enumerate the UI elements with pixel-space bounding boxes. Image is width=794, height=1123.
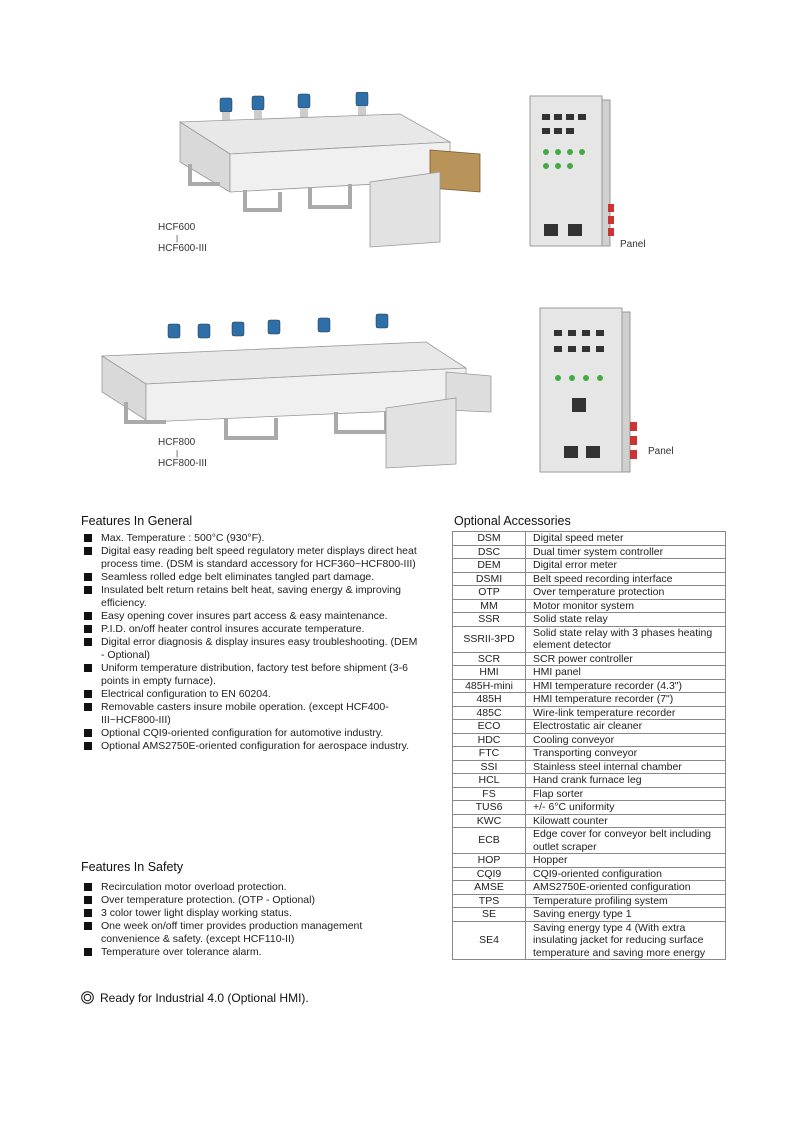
accessory-description: CQI9-oriented configuration xyxy=(526,867,726,881)
accessory-row xyxy=(453,733,726,747)
feature-text: 3 color tower light display working status. xyxy=(101,907,292,919)
accessory-code: FS xyxy=(453,787,526,801)
accessory-code: SE xyxy=(453,908,526,922)
accessory-description: Transporting conveyor xyxy=(526,747,726,761)
square-bullet-icon xyxy=(84,896,92,904)
feature-item xyxy=(81,688,421,701)
accessory-description: Kilowatt counter xyxy=(526,814,726,828)
feature-text: One week on/off timer provides production management convenience & safety. (except HCF110-II) xyxy=(101,920,363,945)
accessory-description: Motor monitor system xyxy=(526,599,726,613)
accessory-row xyxy=(453,867,726,881)
model-top-label: HCF800 xyxy=(158,437,196,448)
accessory-code: DSM xyxy=(453,532,526,546)
accessory-code: ECB xyxy=(453,828,526,854)
accessory-row xyxy=(453,908,726,922)
square-bullet-icon xyxy=(84,948,92,956)
square-bullet-icon xyxy=(84,625,92,633)
accessory-code: ECO xyxy=(453,720,526,734)
square-bullet-icon xyxy=(84,612,92,620)
feature-item xyxy=(81,545,421,571)
feature-item xyxy=(81,920,421,946)
accessory-code: MM xyxy=(453,599,526,613)
model-bottom-label: HCF600-III xyxy=(158,243,207,254)
accessory-description: +/- 6°C uniformity xyxy=(526,801,726,815)
features-safety-title: Features In Safety xyxy=(81,860,184,874)
square-bullet-icon xyxy=(84,638,92,646)
feature-text: Max. Temperature : 500°C (930°F). xyxy=(101,532,265,544)
accessory-description: Saving energy type 1 xyxy=(526,908,726,922)
feature-item xyxy=(81,532,421,545)
feature-text: Digital easy reading belt speed regulatory meter displays direct heat process time. (DSM is standard accessory for HCF360~HCF800-III) xyxy=(101,545,417,570)
accessory-row xyxy=(453,854,726,868)
accessory-description: Hopper xyxy=(526,854,726,868)
panel-label: Panel xyxy=(648,446,674,457)
hcf800-control-panel-image xyxy=(538,306,640,478)
feature-item xyxy=(81,584,421,610)
accessory-description: Digital speed meter xyxy=(526,532,726,546)
accessory-code: HOP xyxy=(453,854,526,868)
accessory-description: Wire-link temperature recorder xyxy=(526,706,726,720)
feature-text: Electrical configuration to EN 60204. xyxy=(101,688,271,700)
square-bullet-icon xyxy=(84,883,92,891)
accessories-title: Optional Accessories xyxy=(454,514,571,528)
model-top-label: HCF600 xyxy=(158,222,196,233)
accessory-row xyxy=(453,921,726,960)
feature-text: Removable casters insure mobile operation. (except HCF400-III~HCF800-III) xyxy=(101,701,389,726)
feature-text: Optional CQI9-oriented configuration for automotive industry. xyxy=(101,727,384,739)
feature-item xyxy=(81,571,421,584)
accessory-row xyxy=(453,760,726,774)
industry-4-text: Ready for Industrial 4.0 (Optional HMI). xyxy=(100,991,309,1005)
hcf800-furnace-image xyxy=(96,312,496,472)
feature-text: Over temperature protection. (OTP - Optional) xyxy=(101,894,315,906)
accessory-description: Over temperature protection xyxy=(526,586,726,600)
accessory-description: HMI temperature recorder (7") xyxy=(526,693,726,707)
accessory-row xyxy=(453,747,726,761)
square-bullet-icon xyxy=(84,547,92,555)
accessory-code: TPS xyxy=(453,894,526,908)
accessory-code: CQI9 xyxy=(453,867,526,881)
accessory-code: TUS6 xyxy=(453,801,526,815)
accessory-code: HMI xyxy=(453,666,526,680)
square-bullet-icon xyxy=(84,573,92,581)
accessory-description: Stainless steel internal chamber xyxy=(526,760,726,774)
square-bullet-icon xyxy=(84,534,92,542)
feature-text: Insulated belt return retains belt heat, saving energy & improving efficiency. xyxy=(101,584,402,609)
square-bullet-icon xyxy=(84,664,92,672)
accessory-row xyxy=(453,586,726,600)
industry-4-note xyxy=(81,991,309,1005)
accessory-code: 485C xyxy=(453,706,526,720)
accessory-row xyxy=(453,814,726,828)
accessory-row xyxy=(453,801,726,815)
feature-item xyxy=(81,740,421,753)
feature-item xyxy=(81,946,421,959)
accessory-description: Belt speed recording interface xyxy=(526,572,726,586)
accessory-code: OTP xyxy=(453,586,526,600)
model-bottom-label: HCF800-III xyxy=(158,458,207,469)
accessory-row xyxy=(453,559,726,573)
accessory-description: Flap sorter xyxy=(526,787,726,801)
square-bullet-icon xyxy=(84,922,92,930)
feature-text: Digital error diagnosis & display insures easy troubleshooting. (DEM - Optional) xyxy=(101,636,418,661)
accessory-row xyxy=(453,706,726,720)
accessory-code: DSMI xyxy=(453,572,526,586)
accessory-code: SSRII-3PD xyxy=(453,626,526,652)
accessory-row xyxy=(453,572,726,586)
accessory-code: DSC xyxy=(453,545,526,559)
feature-item xyxy=(81,623,421,636)
feature-text: Easy opening cover insures part access & easy maintenance. xyxy=(101,610,388,622)
accessory-row xyxy=(453,881,726,895)
hcf600-model-caption xyxy=(158,222,207,255)
model-separator: | xyxy=(176,234,179,243)
accessory-description: Temperature profiling system xyxy=(526,894,726,908)
accessory-row xyxy=(453,894,726,908)
feature-item xyxy=(81,881,421,894)
features-general-list xyxy=(81,532,421,753)
feature-item xyxy=(81,662,421,688)
accessory-description: SCR power controller xyxy=(526,652,726,666)
feature-text: P.I.D. on/off heater control insures accurate temperature. xyxy=(101,623,365,635)
features-safety-list xyxy=(81,881,421,959)
square-bullet-icon xyxy=(84,909,92,917)
accessory-row xyxy=(453,828,726,854)
accessory-code: SSI xyxy=(453,760,526,774)
accessory-description: Electrostatic air cleaner xyxy=(526,720,726,734)
accessory-description: HMI panel xyxy=(526,666,726,680)
accessory-description: HMI temperature recorder (4.3") xyxy=(526,679,726,693)
square-bullet-icon xyxy=(84,729,92,737)
accessory-row xyxy=(453,693,726,707)
accessory-row xyxy=(453,774,726,788)
accessory-code: KWC xyxy=(453,814,526,828)
square-bullet-icon xyxy=(84,690,92,698)
feature-text: Uniform temperature distribution, factory test before shipment (3-6 points in empty furnace). xyxy=(101,662,408,687)
accessory-row xyxy=(453,545,726,559)
accessory-description: AMS2750E-oriented configuration xyxy=(526,881,726,895)
feature-item xyxy=(81,907,421,920)
accessory-code: SSR xyxy=(453,613,526,627)
feature-text: Recirculation motor overload protection. xyxy=(101,881,287,893)
accessory-row xyxy=(453,679,726,693)
panel-label: Panel xyxy=(620,239,646,250)
accessory-code: SE4 xyxy=(453,921,526,960)
accessories-table xyxy=(452,531,726,960)
square-bullet-icon xyxy=(84,742,92,750)
accessory-code: FTC xyxy=(453,747,526,761)
feature-item xyxy=(81,727,421,740)
feature-text: Seamless rolled edge belt eliminates tangled part damage. xyxy=(101,571,375,583)
accessory-row xyxy=(453,613,726,627)
double-circle-icon xyxy=(81,991,94,1004)
accessory-row xyxy=(453,599,726,613)
square-bullet-icon xyxy=(84,703,92,711)
accessory-description: Solid state relay with 3 phases heating element detector xyxy=(526,626,726,652)
feature-item xyxy=(81,894,421,907)
hcf600-control-panel-image xyxy=(528,94,618,254)
accessory-description: Digital error meter xyxy=(526,559,726,573)
accessory-code: 485H xyxy=(453,693,526,707)
accessory-row xyxy=(453,532,726,546)
feature-text: Optional AMS2750E-oriented configuration for aerospace industry. xyxy=(101,740,409,752)
accessory-description: Solid state relay xyxy=(526,613,726,627)
accessory-code: DEM xyxy=(453,559,526,573)
feature-item xyxy=(81,610,421,623)
hcf800-model-caption xyxy=(158,437,207,470)
accessory-description: Edge cover for conveyor belt including outlet scraper xyxy=(526,828,726,854)
accessory-code: SCR xyxy=(453,652,526,666)
accessory-row xyxy=(453,666,726,680)
accessory-description: Dual timer system controller xyxy=(526,545,726,559)
accessory-code: HCL xyxy=(453,774,526,788)
accessory-description: Hand crank furnace leg xyxy=(526,774,726,788)
accessory-row xyxy=(453,720,726,734)
accessory-description: Cooling conveyor xyxy=(526,733,726,747)
accessory-code: AMSE xyxy=(453,881,526,895)
accessory-code: HDC xyxy=(453,733,526,747)
accessory-description: Saving energy type 4 (With extra insulating jacket for reducing surface temperature and saving more energy xyxy=(526,921,726,960)
features-general-title: Features In General xyxy=(81,514,193,528)
feature-item xyxy=(81,701,421,727)
model-separator: | xyxy=(176,449,179,458)
accessory-row xyxy=(453,787,726,801)
accessory-code: 485H-mini xyxy=(453,679,526,693)
accessory-row xyxy=(453,652,726,666)
feature-text: Temperature over tolerance alarm. xyxy=(101,946,262,958)
accessory-row xyxy=(453,626,726,652)
feature-item xyxy=(81,636,421,662)
square-bullet-icon xyxy=(84,586,92,594)
